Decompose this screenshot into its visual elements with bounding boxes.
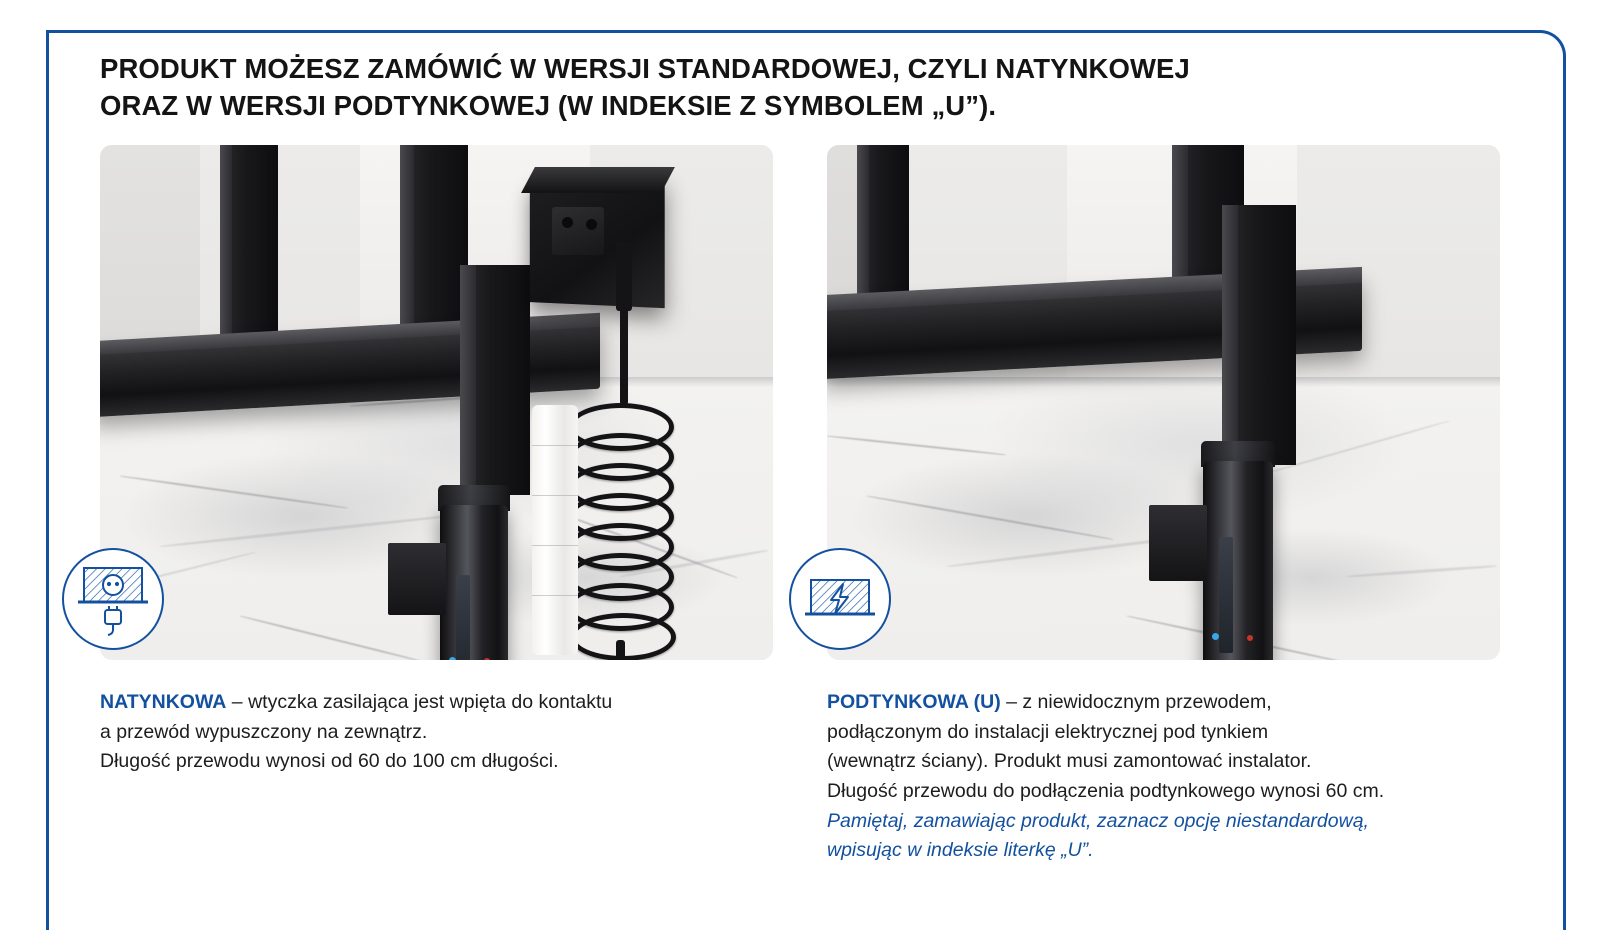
towel-fold — [532, 495, 578, 496]
badge-natynkowa — [62, 548, 164, 650]
caption-keyword: PODTYNKOWA (U) — [827, 691, 1001, 713]
towel — [532, 405, 578, 655]
wall-socket-bevel — [521, 167, 675, 193]
wall-shadow-line — [827, 377, 1500, 387]
caption-keyword-rest: – z niewidocznym przewodem, — [1000, 691, 1272, 713]
heater-display-strip — [1219, 537, 1233, 653]
heater-wall-bracket — [388, 543, 446, 615]
decorative-frame-top-edge — [46, 30, 1246, 33]
heater-indicator-blue — [449, 657, 456, 660]
caption-note-line-1: Pamiętaj, zamawiając produkt, zaznacz opcję niestandardową, — [827, 809, 1369, 832]
caption-podtynkowa — [827, 688, 1507, 866]
caption-line-1 — [100, 688, 780, 718]
heater-display-strip — [456, 575, 470, 660]
wall-socket-hole — [586, 219, 597, 230]
caption-line-2: a przewód wypuszczony na zewnątrz. — [100, 720, 428, 743]
badge-podtynkowa — [789, 548, 891, 650]
flush-mount-bolt-icon — [791, 550, 889, 648]
heater-wall-bracket — [1149, 505, 1207, 581]
photo-natynkowa — [100, 145, 773, 660]
radiator-post-highlight — [400, 145, 414, 333]
wall-socket-hole — [562, 217, 573, 228]
wall-socket-inner — [552, 207, 604, 255]
heater-element — [440, 505, 508, 660]
caption-line-4: Długość przewodu do podłączenia podtynkowego wynosi 60 cm. — [827, 779, 1385, 802]
page-title-line-1: PRODUKT MOŻESZ ZAMÓWIĆ W WERSJI STANDARDOWEJ, CZYLI NATYNKOWEJ — [100, 53, 1190, 84]
towel-fold — [532, 445, 578, 446]
power-cable — [620, 305, 628, 405]
caption-line-1 — [827, 688, 1507, 718]
surface-socket-plug-icon — [64, 550, 162, 648]
radiator-end-post-highlight — [460, 265, 476, 495]
caption-line-3: Długość przewodu wynosi od 60 do 100 cm długości. — [100, 750, 559, 773]
heater-indicator-blue — [1212, 633, 1219, 640]
caption-line-2: podłączonym do instalacji elektrycznej pod tynkiem — [827, 720, 1269, 743]
page-title-line-2: ORAZ W WERSJI PODTYNKOWEJ (W INDEKSIE Z SYMBOLEM „U”). — [100, 90, 997, 122]
caption-keyword: NATYNKOWA — [100, 691, 227, 713]
caption-keyword-rest: – wtyczka zasilająca jest wpięta do kontaktu — [226, 691, 613, 713]
columns-container — [100, 145, 1500, 862]
page-title — [100, 50, 1440, 125]
towel-fold — [532, 595, 578, 596]
power-cable-tail — [616, 640, 625, 660]
power-plug — [616, 241, 632, 311]
heater-indicator-red — [484, 658, 490, 660]
column-natynkowa — [100, 145, 773, 773]
caption-natynkowa — [100, 688, 780, 777]
towel-fold — [532, 545, 578, 546]
radiator-post-highlight — [220, 145, 232, 345]
caption-line-3: (wewnątrz ściany). Produkt musi zamontować instalator. — [827, 750, 1312, 773]
radiator-end-post-highlight — [1222, 205, 1238, 465]
heater-element — [1203, 461, 1273, 660]
column-podtynkowa — [827, 145, 1500, 862]
heater-indicator-red — [1247, 635, 1253, 641]
photo-podtynkowa — [827, 145, 1500, 660]
caption-note-line-2: wpisując w indeksie literkę „U”. — [827, 839, 1094, 862]
